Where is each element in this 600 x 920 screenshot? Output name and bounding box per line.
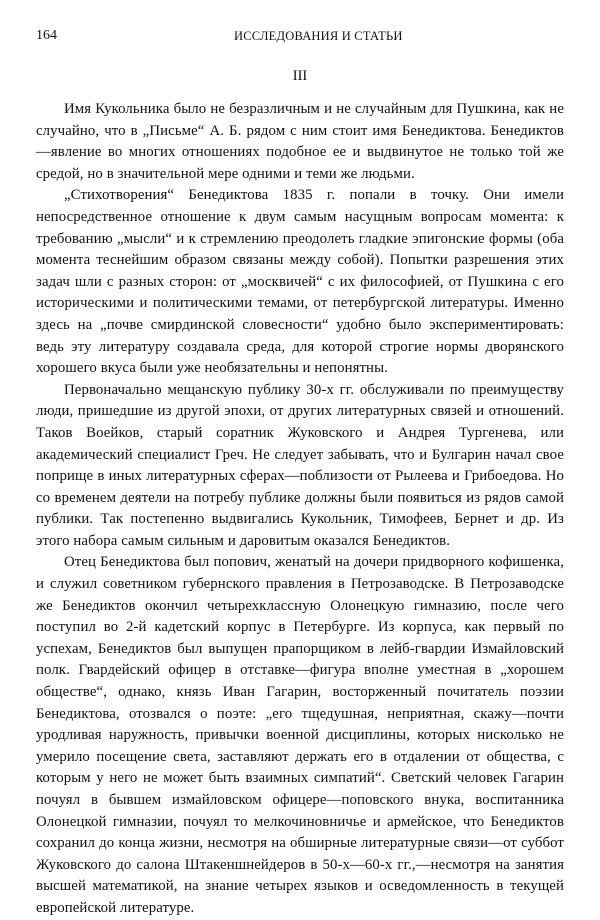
paragraph-1: Имя Кукольника было не безразличным и не случайным для Пушкина, как не случайно, что в „Письме“ А. Б. рядом с ним стоит имя Бенедиктова. Бенедиктов—явление во многих отношениях подобное ее и выдвинутое не только той же средой, но в значительной мере одними и теми же людьми. [36,101,564,182]
page-header [36,28,564,50]
body-text [36,99,564,920]
paragraph-2: „Стихотворения“ Бенедиктова 1835 г. попали в точку. Они имели непосредственное отношение к двум самым насущным вопросам момента: к требованию „мысли“ и к стремлению преодолеть гладкие эпигонские формы (оба момента теснейшим образом связаны между собой). Попытки разрешения этих задач шли с разных сторон: от „москвичей“ с их философией, от Пушкина с его историческими и политическими темами, от петербургской литературы. Именно здесь на „почве смирдинской словесности“ удобно было экспериментировать: ведь эту литературу создавала среда, для которой строгие нормы дворянского хорошего вкуса были уже необязательны и непонятны. [36,187,564,377]
paragraph-3: Первоначально мещанскую публику 30-х гг. обслуживали по преимуществу люди, пришедшие из другой эпохи, от других литературных связей и отношений. Таков Воейков, старый соратник Жуковского и Андрея Тургенева, или академический специалист Греч. Не следует забывать, что и Булгарин начал свое поприще в иных литературных сферах—поблизости от Рылеева и Грибоедова. Но со временем деятели на потребу публике должны были появиться из рядов самой публики. Так постепенно выдвигались Кукольник, Тимофеев, Бернет и др. Из этого набора самым сильным и даровитым оказался Бенедиктов. [36,381,564,549]
paragraph-4: Отец Бенедиктова был попович, женатый на дочери придворного кофишенка, и служил советником губернского правления в Петрозаводске. В Петрозаводске же Бенедиктов окончил четырехклассную Олонецкую гимназию, после чего поступил во 2-й кадетский корпус в Петербурге. Из корпуса, как первый по успехам, Бенедиктов был выпущен прапорщиком в лейб-гвардии Измайловский полк. Гвардейский офицер в отставке—фигура вполне уместная в „хорошем обществе“, однако, князь Иван Гагарин, восторженный почитатель поэзии Бенедиктова, отозвался о поэте: „его тщедушная, неприятная, скажу—почти уродливая наружность, привычки военной дисциплины, которых нисколько не умерило посещение света, заставляют держать его в отдалении от общества, с которым у него не может быть взаимных симпатий“. Светский человек Гагарин почуял в бывшем измайловском офицере—поповского внука, воспитанника Олонецкой гимназии, почуял то мелкочиновничье и армейское, что Бенедиктов сохранил до конца жизни, несмотря на обширные литературные связи—от суббот Жуковского до салона Штакеншнейдеров в 50-х—60-х гг.,—несмотря на занятия высшей математикой, на знание четырех языков и осведомленность в текущей европейской литературе. [36,554,564,916]
running-title: ИССЛЕДОВАНИЯ И СТАТЬИ [234,29,403,43]
section-heading: III [292,68,308,84]
document-page [36,28,564,920]
page-number: 164 [36,28,57,43]
